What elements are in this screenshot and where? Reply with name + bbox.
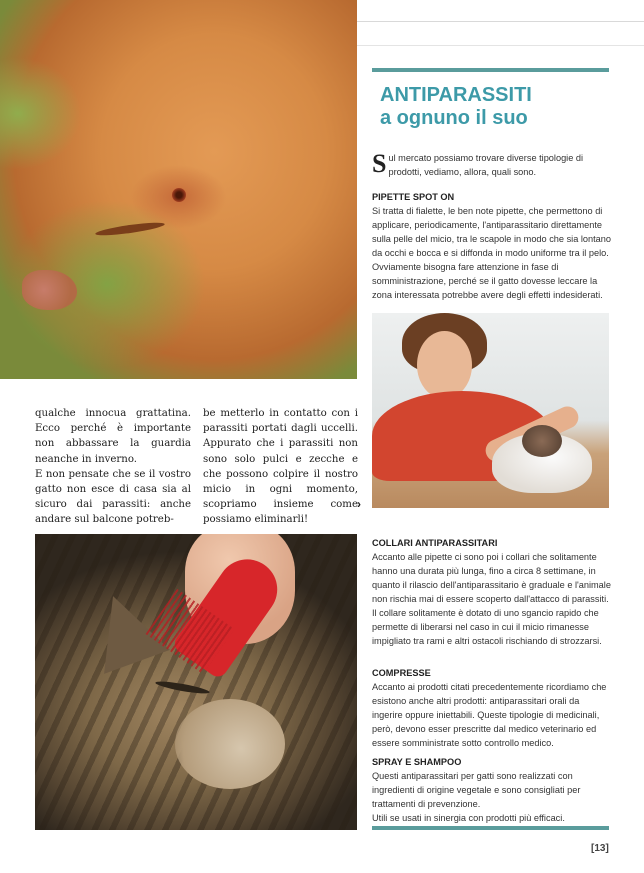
title-line-1: ANTIPARASSITI: [380, 84, 532, 106]
header-rule: [357, 21, 644, 22]
header-rule-secondary: [357, 45, 644, 46]
section-collari: [372, 536, 612, 648]
bottom-bar: [372, 826, 609, 830]
dropcap: S: [372, 149, 387, 178]
cat-nose: [22, 270, 77, 310]
tick-bite-mark: [172, 188, 186, 202]
paragraph: qualche innocua grattatina. Ecco perché è importante non abbassare la guardia neanche in inverno.: [35, 408, 191, 465]
intro-paragraph: [372, 151, 612, 179]
cat-eye: [95, 220, 165, 238]
white-cat-face: [522, 425, 562, 457]
article-title: [380, 84, 610, 130]
section-text: Questi antiparassitari per gatti sono realizzati con ingredienti di origine vegetale e sono consigliati per trattamenti di prevenzione.: [372, 771, 581, 809]
section-text: Accanto ai prodotti citati precedentemente ricordiamo che esistono anche altri prodotti: antiparassitari orali da ingerire oppure iniettabili. Queste tipologie di medicinali, però, devono esser prescritte dal medico veterinario ed essere somministrate sotto controllo medico.: [372, 682, 607, 748]
section-heading: COLLARI ANTIPARASSITARI: [372, 538, 498, 548]
section-text: Accanto alle pipette ci sono poi i collari che solitamente hanno una durata più lunga, fino a circa 8 settimane, in quanto il rilascio dell'antiparassitario è graduale e l'animale non rischia mai di essere scoperto dall'attacco di parassiti. Il collare solitamente è dotato di uno sgancio rapido che permette di liberarsi nel caso in cui il micio rimanesse impigliato tra rami e altri ostacoli rischiando di strozzarsi.: [372, 552, 611, 646]
section-pipette: [372, 190, 612, 302]
photo-orange-cat-closeup: [0, 0, 357, 379]
photo-woman-applying-pipette: [372, 313, 609, 508]
section-heading: PIPETTE SPOT ON: [372, 192, 455, 202]
left-column-1: [35, 406, 191, 528]
title-line-2: a ognuno il suo: [380, 107, 528, 129]
section-compresse: [372, 666, 612, 750]
left-column-2: [203, 406, 358, 528]
continue-arrow-icon: ›: [357, 497, 361, 511]
page-number: [13]: [591, 843, 609, 854]
photo-tabby-cat-combed: [35, 534, 357, 830]
woman-face: [417, 331, 472, 399]
cat-muzzle: [175, 699, 285, 789]
section-heading: COMPRESSE: [372, 668, 431, 678]
section-text: Utili se usati in sinergia con prodotti più efficaci.: [372, 813, 565, 823]
paragraph: be metterlo in contatto con i parassiti portati dagli uccelli. Appurato che i parassiti non sono solo pulci e zecche e che possono colpire il nostro micio in ogni momento, scopriamo insieme come possiamo eliminarli!: [203, 408, 358, 526]
intro-text: ul mercato possiamo trovare diverse tipologie di prodotti, vediamo, allora, quali sono.: [388, 153, 584, 177]
paragraph: E non pensate che se il vostro gatto non esce di casa sia al sicuro dai parassiti: anche andare sul balcone potreb-: [35, 468, 191, 526]
title-top-bar: [372, 68, 609, 72]
section-heading: SPRAY E SHAMPOO: [372, 757, 462, 767]
section-text: Si tratta di fialette, le ben note pipette, che permettono di applicare, periodicamente, l'antiparassitario direttamente sulla pelle del micio, tra le scapole in modo che sia lontano da occhi e bocca e si diffonda in modo uniforme tra il pelo. Ovviamente bisogna fare attenzione in fase di somministrazione, perché se il gatto dovesse leccare la zona interessata potrebbe avere degli effetti indesiderati.: [372, 206, 612, 300]
section-spray: [372, 755, 612, 825]
